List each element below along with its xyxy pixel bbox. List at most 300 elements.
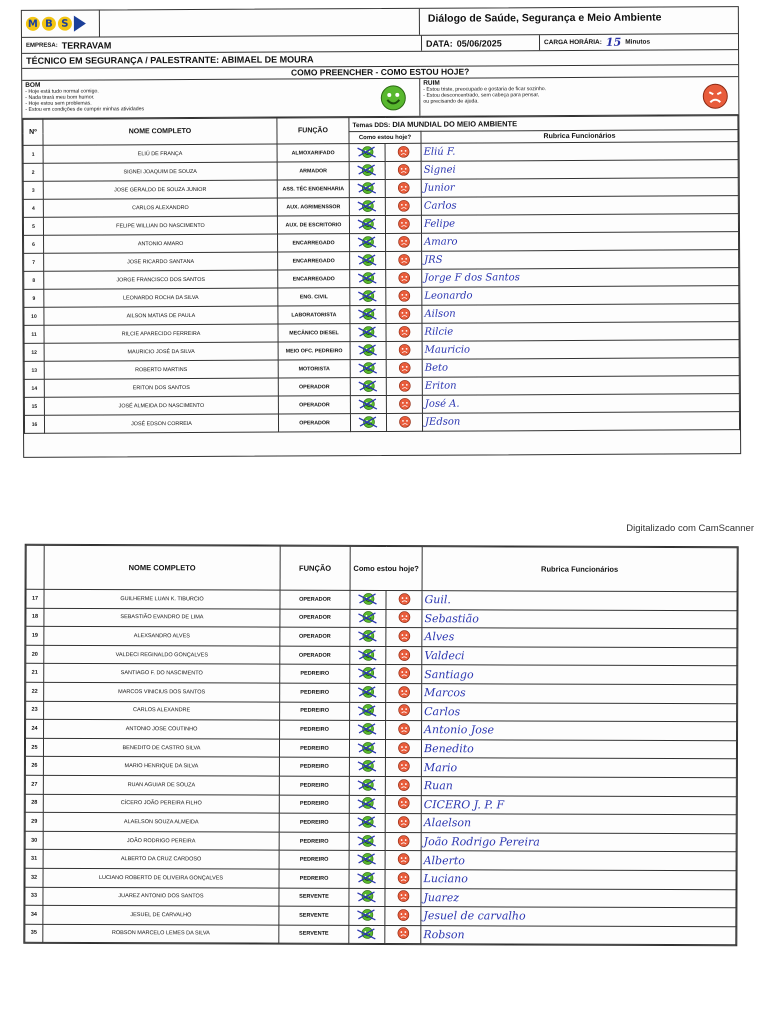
mood-good-cell[interactable] — [349, 758, 385, 777]
row-number: 20 — [26, 645, 44, 664]
employee-signature: Eriton — [424, 380, 457, 392]
scanner-watermark: Digitalizado com CamScanner — [626, 523, 754, 534]
employee-name: CARLOS ALEXANDRE — [44, 701, 280, 720]
mood-good-cell[interactable] — [350, 702, 386, 721]
employee-role: ASS. TÉC ENGENHARIA — [277, 180, 349, 198]
mood-good-cell[interactable] — [349, 143, 385, 161]
row-number: 27 — [25, 775, 43, 794]
mood-bad-cell[interactable] — [385, 832, 421, 851]
sad-face-icon — [398, 271, 410, 285]
mood-bad-cell[interactable] — [385, 215, 421, 233]
workload-label: CARGA HORÁRIA: — [543, 38, 602, 47]
signature-cell[interactable] — [422, 665, 737, 685]
mood-bad-cell[interactable] — [386, 683, 422, 702]
row-number: 22 — [26, 682, 44, 701]
mood-bad-cell[interactable] — [386, 377, 422, 395]
col-num-header — [26, 545, 44, 589]
mood-bad-cell[interactable] — [386, 702, 422, 721]
logo-arrow-icon — [74, 16, 86, 32]
employee-signature: Robson — [423, 928, 465, 942]
employee-role: OPERADOR — [278, 414, 350, 432]
signature-cell[interactable] — [422, 702, 737, 722]
row-number: 30 — [25, 831, 43, 850]
signature-cell[interactable] — [421, 870, 736, 890]
mood-bad-cell[interactable] — [386, 323, 422, 341]
employee-role: PEDREIRO — [279, 832, 349, 851]
mood-good-cell[interactable] — [349, 161, 385, 179]
sad-face-icon — [398, 667, 410, 681]
row-number: 16 — [24, 415, 44, 433]
table-row — [25, 831, 736, 852]
employee-name: RILCIE APARECIDO FERREIRA — [44, 324, 278, 343]
col-mood-header: Como estou hoje? — [350, 546, 422, 590]
mood-bad-cell[interactable] — [386, 591, 422, 610]
employee-role: ALMOXARIFADO — [277, 144, 349, 162]
row-number: 19 — [26, 626, 44, 645]
table-row — [26, 608, 737, 629]
signature-cell[interactable] — [422, 591, 737, 611]
mood-bad-cell[interactable] — [385, 739, 421, 758]
sad-face-icon — [398, 630, 410, 644]
sad-face-icon — [398, 343, 410, 357]
signature-cell[interactable] — [422, 684, 737, 704]
employee-name: CÍCERO JOÃO PEREIRA FILHO — [43, 794, 279, 813]
table-row — [25, 775, 736, 796]
mood-good-cell[interactable] — [349, 832, 385, 851]
signature-cell[interactable] — [421, 214, 738, 234]
mood-bad-cell[interactable] — [385, 161, 421, 179]
employee-signature: Alaelson — [423, 816, 472, 830]
employee-signature: Alves — [424, 630, 455, 644]
employee-name: VALDECI REGINALDO GONÇALVES — [44, 645, 280, 664]
row-number: 17 — [26, 589, 44, 608]
signature-cell[interactable] — [422, 394, 739, 414]
sad-face-icon — [702, 83, 728, 109]
employee-role: AUX. AGRIMENSSOR — [277, 198, 349, 216]
mood-bad-cell[interactable] — [386, 413, 422, 431]
employee-role: SERVENTE — [279, 925, 349, 944]
table-body-1 — [23, 142, 739, 434]
company-label: EMPRESA: — [26, 42, 58, 49]
row-number: 21 — [26, 664, 44, 683]
sad-face-icon — [398, 704, 410, 718]
mood-good-cell[interactable] — [350, 377, 386, 395]
happy-face-icon — [380, 85, 406, 111]
signature-cell[interactable] — [422, 609, 737, 629]
row-number: 29 — [25, 812, 43, 831]
employee-name: MARCOS VINICIUS DOS SANTOS — [44, 682, 280, 701]
signature-cell[interactable] — [422, 646, 737, 666]
employee-role: LABORATORISTA — [278, 306, 350, 324]
legend-good-line: - Hoje estou sem problemas. — [25, 100, 92, 107]
mood-good-cell[interactable] — [350, 323, 386, 341]
employee-role: OPERADOR — [280, 627, 350, 646]
employee-role: ENCARREGADO — [278, 252, 350, 270]
mood-bad-cell[interactable] — [385, 758, 421, 777]
mood-good-cell[interactable] — [350, 395, 386, 413]
employee-signature: Ruan — [423, 779, 453, 793]
signature-cell[interactable] — [422, 358, 739, 378]
scanned-sheet-1 — [21, 6, 741, 458]
table-row — [25, 868, 736, 889]
signature-cell[interactable] — [422, 232, 739, 252]
signature-cell[interactable] — [422, 304, 739, 324]
signature-cell[interactable] — [422, 628, 737, 648]
signature-cell[interactable] — [421, 196, 738, 216]
sad-face-icon — [397, 835, 409, 849]
row-number: 5 — [23, 217, 43, 235]
signature-cell[interactable] — [421, 739, 736, 759]
signature-cell[interactable] — [421, 178, 738, 198]
col-sign-header: Rubrica Funcionários — [421, 130, 738, 144]
signature-cell[interactable] — [421, 758, 736, 778]
table-row — [25, 924, 736, 945]
mood-bad-cell[interactable] — [386, 287, 422, 305]
mood-good-cell[interactable] — [350, 665, 386, 684]
row-number: 15 — [24, 397, 44, 415]
employee-role: PEDREIRO — [279, 850, 349, 869]
mood-bad-cell[interactable] — [386, 341, 422, 359]
legend-bad-line: ou precisando de ajuda. — [423, 98, 479, 105]
table-row — [25, 812, 736, 833]
mood-bad-cell[interactable] — [385, 869, 421, 888]
sad-face-icon — [397, 797, 409, 811]
row-number: 18 — [26, 608, 44, 627]
mood-bad-cell[interactable] — [385, 907, 421, 926]
employee-name: RUAN AGUIAR DE SOUZA — [43, 775, 279, 794]
employee-name: SEBASTIÃO EVANDRO DE LIMA — [44, 608, 280, 627]
mood-bad-cell[interactable] — [386, 646, 422, 665]
mood-good-cell[interactable] — [350, 646, 386, 665]
signature-cell[interactable] — [421, 777, 736, 797]
row-number: 7 — [24, 253, 44, 271]
row-number: 34 — [25, 905, 43, 924]
mood-good-cell[interactable] — [349, 906, 385, 925]
mood-good-cell[interactable] — [350, 721, 386, 740]
mood-good-cell[interactable] — [350, 233, 386, 251]
col-sign-header: Rubrica Funcionários — [422, 547, 737, 592]
mood-bad-cell[interactable] — [386, 233, 422, 251]
row-number: 13 — [24, 361, 44, 379]
sad-face-icon — [398, 325, 410, 339]
table-row — [26, 664, 737, 685]
mood-good-cell[interactable] — [350, 413, 386, 431]
sad-face-icon — [398, 235, 410, 249]
mood-bad-cell[interactable] — [386, 305, 422, 323]
table-row — [25, 905, 736, 926]
signature-cell[interactable] — [422, 322, 739, 342]
mood-good-cell[interactable] — [349, 851, 385, 870]
mood-good-cell[interactable] — [350, 251, 386, 269]
legend-bad-label: RUIM — [423, 79, 440, 87]
signature-cell[interactable] — [422, 340, 739, 360]
signature-cell[interactable] — [422, 412, 739, 432]
sad-face-icon — [397, 199, 409, 213]
table-row — [25, 757, 736, 778]
sad-face-icon — [398, 723, 410, 737]
employee-name: ERITON DOS SANTOS — [44, 378, 278, 397]
employee-signature: Rilcie — [424, 326, 454, 338]
signature-cell[interactable] — [421, 907, 736, 927]
sad-face-icon — [397, 163, 409, 177]
sad-face-icon — [397, 853, 409, 867]
employee-role: SERVENTE — [279, 906, 349, 925]
employee-signature: Eliú F. — [423, 146, 456, 158]
row-number: 1 — [23, 145, 43, 163]
row-number: 11 — [24, 325, 44, 343]
technician-label: TÉCNICO EM SEGURANÇA / PALESTRANTE: — [26, 54, 220, 66]
row-number: 3 — [23, 181, 43, 199]
mood-bad-cell[interactable] — [386, 395, 422, 413]
employee-role: PEDREIRO — [279, 757, 349, 776]
mood-bad-cell[interactable] — [385, 776, 421, 795]
logo-letter: M — [26, 17, 40, 31]
row-number: 23 — [26, 701, 44, 720]
employee-signature: Mauricio — [424, 344, 471, 356]
employee-signature: Guil. — [424, 593, 451, 607]
theme-label: Temas DDS: — [352, 121, 391, 130]
sad-face-icon — [397, 742, 409, 756]
employee-name: ROBERTO MARTINS — [44, 360, 278, 379]
employee-role: OPERADOR — [280, 646, 350, 665]
row-number: 10 — [24, 307, 44, 325]
employee-signature: JEdson — [424, 416, 461, 428]
table-body-2 — [25, 589, 737, 945]
mood-bad-cell[interactable] — [385, 795, 421, 814]
employee-role: OPERADOR — [280, 609, 350, 628]
col-name-header: NOME COMPLETO — [43, 118, 277, 145]
employee-signature: Juarez — [423, 890, 460, 905]
mood-good-cell[interactable] — [349, 215, 385, 233]
theme-value: DIA MUNDIAL DO MEIO AMBIENTE — [392, 119, 518, 129]
signature-cell[interactable] — [421, 814, 736, 834]
date-label: DATA: — [425, 38, 453, 49]
table-row — [25, 850, 736, 871]
employee-name: JOSE GERALDO DE SOUZA JUNIOR — [43, 180, 277, 199]
employee-signature: Junior — [423, 182, 455, 194]
table-row — [25, 738, 736, 759]
employee-role: PEDREIRO — [279, 795, 349, 814]
employee-signature: Jesuel de carvalho — [423, 909, 526, 923]
sad-face-icon — [397, 217, 409, 231]
mood-bad-cell[interactable] — [386, 665, 422, 684]
employee-name: JUAREZ ANTONIO DOS SANTOS — [43, 887, 279, 906]
date-value: 05/06/2025 — [456, 37, 502, 49]
sad-face-icon — [398, 379, 410, 393]
employee-signature: Carlos — [424, 705, 461, 719]
employee-name: MARIO HENRIQUE DA SILVA — [43, 757, 279, 776]
employee-role: SERVENTE — [279, 888, 349, 907]
table-row — [26, 682, 737, 703]
signature-cell[interactable] — [422, 250, 739, 270]
mood-bad-cell[interactable] — [385, 888, 421, 907]
employee-name: SANTIAGO F. DO NASCIMENTO — [44, 664, 280, 683]
row-number: 26 — [25, 757, 43, 776]
employee-signature: Signei — [423, 164, 456, 176]
employee-signature: Jorge F dos Santos — [424, 272, 520, 284]
mood-good-cell[interactable] — [350, 305, 386, 323]
sad-face-icon — [397, 909, 409, 923]
signature-cell[interactable] — [421, 832, 736, 852]
sad-face-icon — [397, 890, 409, 904]
mood-good-cell[interactable] — [350, 628, 386, 647]
employee-name: FELIPE WILLIAN DO NASCIMENTO — [43, 216, 277, 235]
row-number: 4 — [23, 199, 43, 217]
signature-cell[interactable] — [422, 286, 739, 306]
sad-face-icon — [397, 181, 409, 195]
row-number: 24 — [26, 719, 44, 738]
row-number: 6 — [24, 235, 44, 253]
employee-role: PEDREIRO — [279, 739, 349, 758]
row-number: 9 — [24, 289, 44, 307]
mood-good-cell[interactable] — [349, 179, 385, 197]
mood-good-cell[interactable] — [349, 739, 385, 758]
employee-signature: Valdeci — [424, 649, 465, 663]
signature-cell[interactable] — [422, 721, 737, 741]
signature-cell[interactable] — [422, 268, 739, 288]
employee-name: JOÃO RODRIGO PEREIRA — [43, 831, 279, 850]
mood-bad-cell[interactable] — [385, 143, 421, 161]
signature-cell[interactable] — [422, 376, 739, 396]
sad-face-icon — [397, 779, 409, 793]
employee-signature: José A. — [424, 398, 460, 410]
employee-signature: Beto — [424, 362, 449, 374]
mood-bad-cell[interactable] — [386, 628, 422, 647]
employee-role: OPERADOR — [280, 590, 350, 609]
mood-good-cell[interactable] — [349, 814, 385, 833]
mood-good-cell[interactable] — [349, 888, 385, 907]
row-number: 25 — [25, 738, 43, 757]
row-number: 33 — [25, 887, 43, 906]
mood-bad-cell[interactable] — [385, 197, 421, 215]
signature-cell[interactable] — [421, 160, 738, 180]
table-row — [26, 626, 737, 647]
mood-good-cell[interactable] — [349, 197, 385, 215]
employee-name: BENEDITO DE CASTRO SILVA — [43, 738, 279, 757]
mood-good-cell[interactable] — [350, 359, 386, 377]
sad-face-icon — [397, 872, 409, 886]
sad-face-icon — [398, 686, 410, 700]
employee-name: ALEXSANDRO ALVES — [44, 627, 280, 646]
employee-name: JORGE FRANCISCO DOS SANTOS — [44, 270, 278, 289]
attendance-table-2 — [24, 545, 737, 946]
legend-good-line: - Hoje está tudo normal comigo. — [25, 88, 99, 95]
row-number: 35 — [25, 924, 43, 943]
table-row — [26, 701, 737, 722]
sad-face-icon — [398, 253, 410, 267]
employee-signature: Sebastião — [424, 612, 479, 626]
mood-good-cell[interactable] — [350, 341, 386, 359]
mood-bad-cell[interactable] — [386, 721, 422, 740]
workload-unit: Minutos — [625, 38, 651, 46]
legend-good — [22, 79, 420, 118]
row-number: 28 — [25, 794, 43, 813]
legend-good-line: - Nada tirará meu bom humor. — [25, 94, 95, 101]
signature-cell[interactable] — [421, 851, 736, 871]
attendance-table-1 — [22, 115, 740, 434]
employee-name: LEONARDO ROCHA DA SILVA — [44, 288, 278, 307]
mood-good-cell[interactable] — [349, 869, 385, 888]
employee-name: ANTONIO AMARO — [44, 234, 278, 253]
employee-role: PEDREIRO — [280, 720, 350, 739]
row-number: 14 — [24, 379, 44, 397]
employee-name: SIGNEI JOAQUIM DE SOUZA — [43, 162, 277, 181]
mood-bad-cell[interactable] — [386, 609, 422, 628]
mood-good-cell[interactable] — [349, 776, 385, 795]
sad-face-icon — [398, 649, 410, 663]
employee-name: ANTONIO JOSE COUTINHO — [44, 719, 280, 738]
signature-cell[interactable] — [421, 142, 738, 162]
mood-bad-cell[interactable] — [386, 359, 422, 377]
employee-role: MECÂNICO DIESEL — [278, 324, 350, 342]
mood-good-cell[interactable] — [349, 925, 385, 944]
company-logo — [22, 10, 100, 36]
sad-face-icon — [397, 816, 409, 830]
mood-bad-cell[interactable] — [385, 814, 421, 833]
table-row — [26, 589, 737, 610]
mood-good-cell[interactable] — [350, 269, 386, 287]
employee-signature: Alberto — [423, 853, 465, 867]
sad-face-icon — [398, 415, 410, 429]
signature-cell[interactable] — [421, 888, 736, 908]
sad-face-icon — [398, 289, 410, 303]
row-number: 2 — [23, 163, 43, 181]
employee-role: MEIO OFC. PEDREIRO — [278, 342, 350, 360]
sad-face-icon — [398, 307, 410, 321]
employee-signature: Marcos — [424, 686, 466, 700]
employee-role: PEDREIRO — [280, 702, 350, 721]
mood-bad-cell[interactable] — [386, 251, 422, 269]
employee-name: LUCIANO ROBERTO DE OLIVEIRA GONÇALVES — [43, 868, 279, 887]
mood-bad-cell[interactable] — [385, 925, 421, 944]
logo-letter: S — [58, 17, 72, 31]
mood-bad-cell[interactable] — [386, 269, 422, 287]
mood-legend — [22, 77, 738, 119]
mood-good-cell[interactable] — [350, 683, 386, 702]
employee-name: MAURICIO JOSÉ DA SILVA — [44, 342, 278, 361]
mood-bad-cell[interactable] — [385, 851, 421, 870]
sheet-header — [22, 7, 738, 38]
col-mood-header: Como estou hoje? — [349, 131, 421, 143]
mood-good-cell[interactable] — [350, 590, 386, 609]
mood-bad-cell[interactable] — [385, 179, 421, 197]
col-name-header: NOME COMPLETO — [44, 545, 280, 590]
employee-name: JOSE RICARDO SANTANA — [44, 252, 278, 271]
employee-name: CARLOS ALEXANDRO — [43, 198, 277, 217]
employee-name: JESUEL DE CARVALHO — [43, 905, 279, 924]
col-role-header: FUNÇÃO — [277, 118, 349, 144]
employee-name: GUILHERME LUAN K. TIBURCIO — [44, 589, 280, 608]
employee-role: PEDREIRO — [280, 665, 350, 684]
employee-name: AILSON MATIAS DE PAULA — [44, 306, 278, 325]
employee-signature: JRS — [424, 254, 443, 266]
mood-good-cell[interactable] — [349, 795, 385, 814]
mood-good-cell[interactable] — [350, 287, 386, 305]
mood-good-cell[interactable] — [350, 609, 386, 628]
employee-role: PEDREIRO — [279, 813, 349, 832]
signature-cell[interactable] — [421, 925, 736, 945]
employee-signature: Carlos — [423, 200, 457, 212]
technician-name: ABIMAEL DE MOURA — [221, 54, 314, 65]
sad-face-icon — [397, 928, 409, 942]
col-num-header: Nº — [23, 119, 43, 145]
employee-signature: Luciano — [423, 872, 468, 886]
signature-cell[interactable] — [421, 795, 736, 815]
employee-signature: CICERO J. P. F — [423, 797, 505, 812]
sad-face-icon — [398, 611, 410, 625]
sad-face-icon — [397, 760, 409, 774]
employee-name: ALAELSON SOUZA ALMEIDA — [43, 812, 279, 831]
